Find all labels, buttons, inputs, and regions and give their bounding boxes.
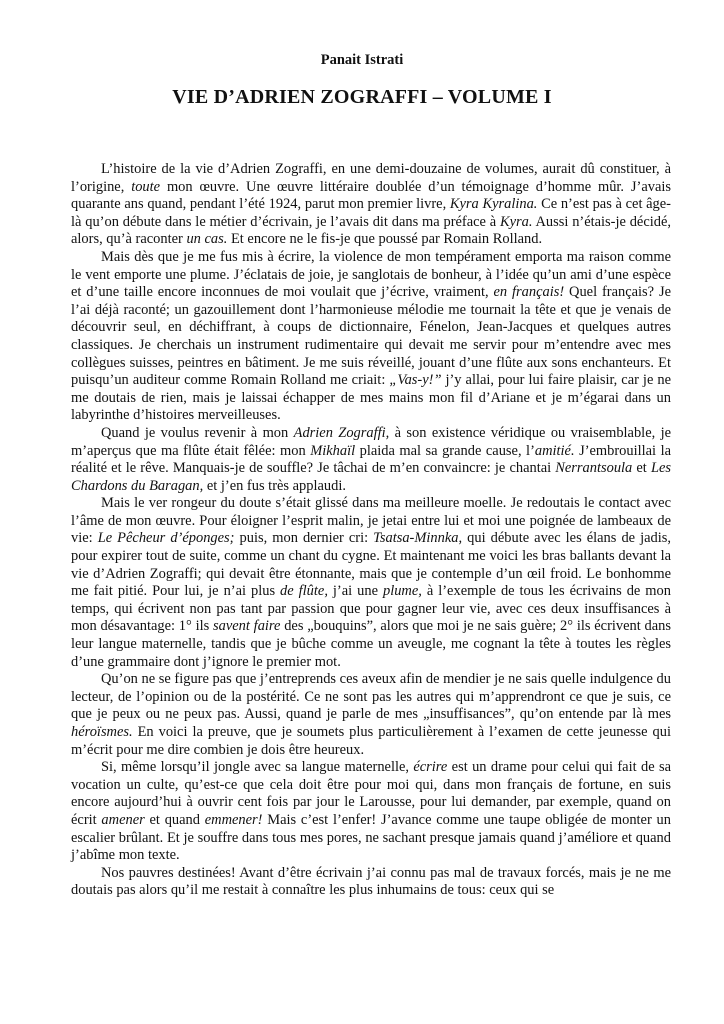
paragraph-4: Mais le ver rongeur du doute s’était glissé dans ma meilleure moelle. Je redoutais le contact avec l’âme de mon œuvre. Pour éloigner l’esprit malin, je jetai entre lui et moi une poignée de lambeaux de vie: Le Pêcheur d’éponges; puis, mon dernier cri: Tsatsa-Minnka, qui débute avec les élans de jadis, pour expirer tout de suite, comme un chant du cygne. Et maintenant me voici les bras ballants devant la vie d’Adrien Zograffi; qui devait être étonnante, mais que je contemple d’un œil froid. Le bonhomme me fait pitié. Pour lui, je n’ai plus de flûte, j’ai une plume, à l’exemple de tous les écrivains de mon temps, qui écrivent non pas tant par passion que pour gagner leur vie, avec ces deux insuffisances à mon désavantage: 1° ils savent faire des „bouquins”, alors que moi je ne sais guère; 2° ils écrivent dans leur langue maternelle, tandis que je bûche comme un aveugle, me cognant la tête à toutes les règles d’une grammaire dont j’ignore le premier mot. [71,495,671,670]
paragraph-6: Si, même lorsqu’il jongle avec sa langue maternelle, écrire est un drame pour celui qui fait de sa vocation un culte, qu’est-ce que cela doit être pour moi qui, dans mon français de fortune, en suis encore aujourd’hui à ouvrir cent fois par jour le Larousse, pour lui demander, par exemple, quand on écrit amener et quand emmener! Mais c’est l’enfer! J’avance comme une taupe obligée de monter un escalier brûlant. Et je souffre dans tous mes pores, ne sachant presque jamais quand j’améliore et quand j’abîme mon texte. [71,759,671,864]
paragraph-5: Qu’on ne se figure pas que j’entreprends ces aveux afin de mendier je ne sais quelle indulgence du lecteur, de l’opinion ou de la postérité. Ce ne sont pas les autres qui m’apprendront ce que je suis, ce que je peux ou ne peux pas. Aussi, quand je parle de mes „insuffisances”, qu’on entende par là mes héroïsmes. En voici la preuve, que je soumets plus particulièrement à l’examen de cette jeunesse qui m’écrit pour me dire combien je dois être heureux. [71,671,671,758]
author-name: Panait Istrati [320,52,404,68]
paragraph-7: Nos pauvres destinées! Avant d’être écrivain j’ai connu pas mal de travaux forcés, mais je ne me doutais pas alors qu’il me restait à connaître les plus inhumains de tous: ceux qui se [71,864,671,899]
paragraph-1: L’histoire de la vie d’Adrien Zograffi, en une demi-douzaine de volumes, aurait dû constituer, à l’origine, toute mon œuvre. Une œuvre littéraire doublée d’un témoignage d’homme mûr. J’avais quarante ans quand, pendant l’été 1924, parut mon premier livre, Kyra Kyralina. Ce n’est pas à cet âge-là qu’on débute dans le métier d’écrivain, je l’avais dit dans ma préface à Kyra. Aussi n’étais-je décidé, alors, qu’à raconter un cas. Et encore ne le fis-je que poussé par Romain Rolland. [71,161,671,248]
document-title: VIE D’ADRIEN ZOGRAFFI – VOLUME I [172,86,552,108]
paragraph-3: Quand je voulus revenir à mon Adrien Zograffi, à son existence véridique ou vraisemblable, je m’aperçus que ma flûte était fêlée: mon Mikhaïl plaida mal sa grande cause, l’amitié. J’embrouillai la réalité et le rêve. Manquais-je de souffle? Je tâchai de m’en convaincre: je chantai Nerrantsoula et Les Chardons du Baragan, et j’en fus très applaudi. [71,424,672,494]
paragraph-2: Mais dès que je me fus mis à écrire, la violence de mon tempérament emporta ma raison comme le vent emporte une plume. J’éclatais de joie, je sanglotais de bonheur, à l’idée qu’un ami d’une espèce et d’une taille encore inconnues de moi voulait que j’écrive, vraiment, en français! Quel français? Je l’ai déjà raconté; un gazouillement dont l’harmonieuse mélodie me tournait la tête et que je venais de découvrir seul, en déchiffrant, à coups de dictionnaire, Fénelon, Jean-Jacques et quelques autres classiques. Je cherchais un instrument rudimentaire qui devait me servir pour m’entendre avec mes collègues suisses, peintres en bâtiment. Je me suis réveillé, jouant d’une flûte aux sons enchanteurs. Et puisqu’un auditeur comme Romain Rolland me criait: „Vas-y!” j’y allai, pour lui faire plaisir, car je ne me doutais de rien, mais je laissai échapper de mes mains mon fil d’Ariane et je m’égarai dans un labyrinthe d’histoires merveilleuses. [71,248,671,424]
body-text [71,161,671,900]
